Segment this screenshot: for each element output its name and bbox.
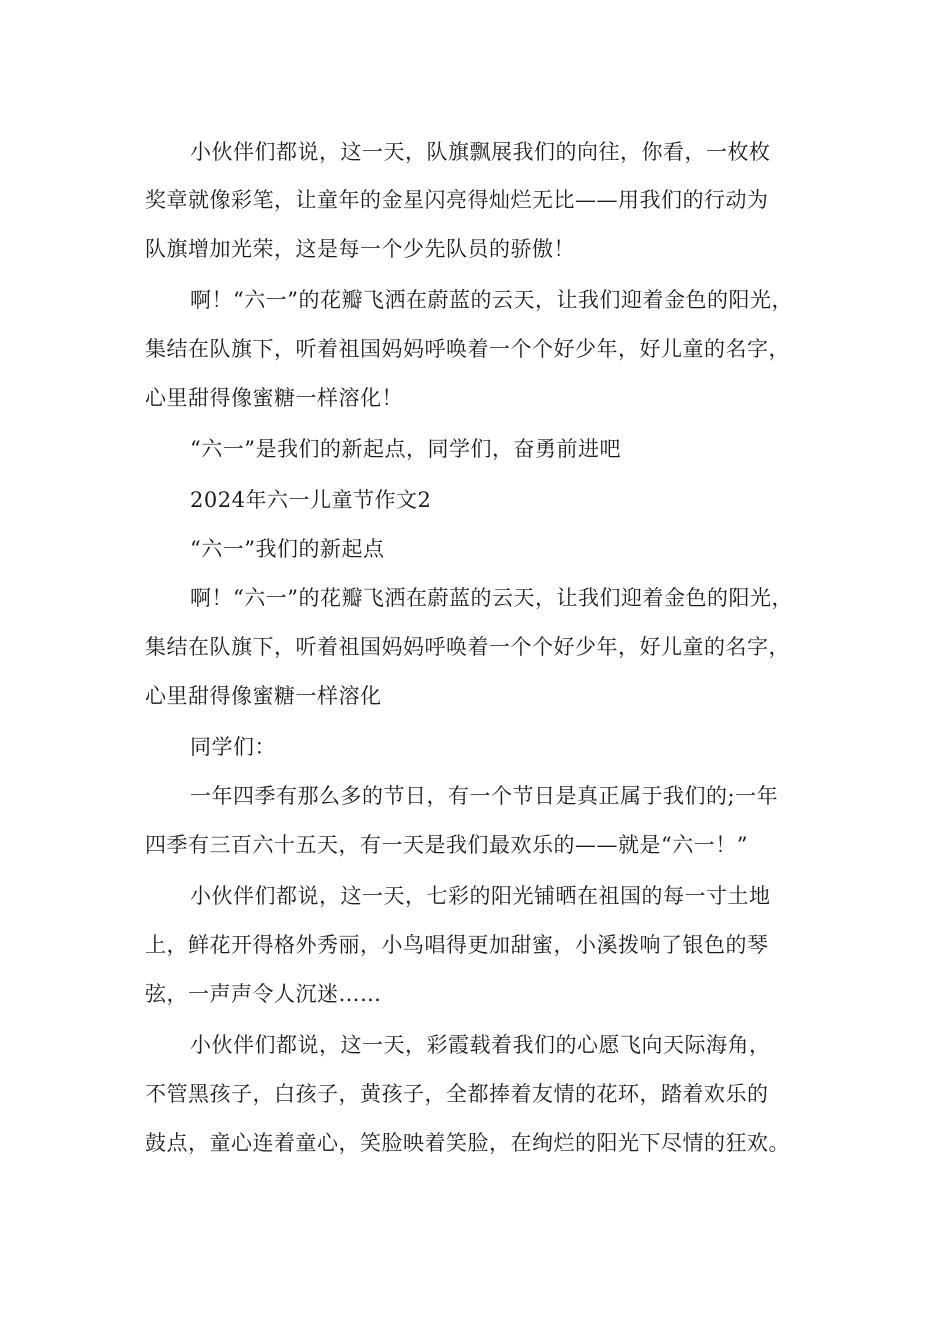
paragraph-9-line-1: 小伙伴们都说，这一天，七彩的阳光铺晒在祖国的每一寸土地	[190, 884, 771, 908]
paragraph-1-line-1: 小伙伴们都说，这一天，队旗飘展我们的向往，你看，一枚枚	[190, 140, 771, 164]
paragraph-8-line-2: 四季有三百六十五天，有一天是我们最欢乐的——就是“六一！”	[145, 833, 748, 857]
paragraph-6-line-2: 集结在队旗下，听着祖国妈妈呼唤着一个个好少年，好儿童的名字，	[145, 635, 790, 659]
paragraph-6-line-1: 啊！“六一”的花瓣飞洒在蔚蓝的云天，让我们迎着金色的阳光，	[190, 586, 793, 610]
greeting: 同学们：	[190, 735, 276, 759]
paragraph-9-line-3: 弦，一声声令人沉迷……	[145, 982, 382, 1006]
paragraph-10-line-3: 鼓点，童心连着童心，笑脸映着笑脸，在绚烂的阳光下尽情的狂欢。	[145, 1131, 790, 1155]
paragraph-9-line-2: 上，鲜花开得格外秀丽，小鸟唱得更加甜蜜，小溪拨响了银色的琴	[145, 933, 769, 957]
paragraph-2-line-3: 心里甜得像蜜糖一样溶化！	[145, 386, 403, 410]
paragraph-10-line-1: 小伙伴们都说，这一天，彩霞载着我们的心愿飞向天际海角，	[190, 1033, 771, 1057]
paragraph-1-line-2: 奖章就像彩笔，让童年的金星闪亮得灿烂无比——用我们的行动为	[145, 188, 769, 212]
paragraph-8-line-1: 一年四季有那么多的节日，有一个节日是真正属于我们的;一年	[190, 784, 779, 808]
paragraph-10-line-2: 不管黑孩子，白孩子，黄孩子，全都捧着友情的花环，踏着欢乐的	[145, 1082, 769, 1106]
essay-subtitle: “六一”我们的新起点	[190, 537, 385, 561]
paragraph-3-line-1: “六一”是我们的新起点，同学们，奋勇前进吧	[190, 437, 621, 461]
essay-heading: 2024年六一儿童节作文2	[190, 488, 432, 512]
paragraph-1-line-3: 队旗增加光荣，这是每一个少先队员的骄傲！	[145, 237, 575, 261]
paragraph-2-line-2: 集结在队旗下，听着祖国妈妈呼唤着一个个好少年，好儿童的名字，	[145, 337, 790, 361]
paragraph-6-line-3: 心里甜得像蜜糖一样溶化	[145, 684, 382, 708]
paragraph-2-line-1: 啊！“六一”的花瓣飞洒在蔚蓝的云天，让我们迎着金色的阳光，	[190, 288, 793, 312]
